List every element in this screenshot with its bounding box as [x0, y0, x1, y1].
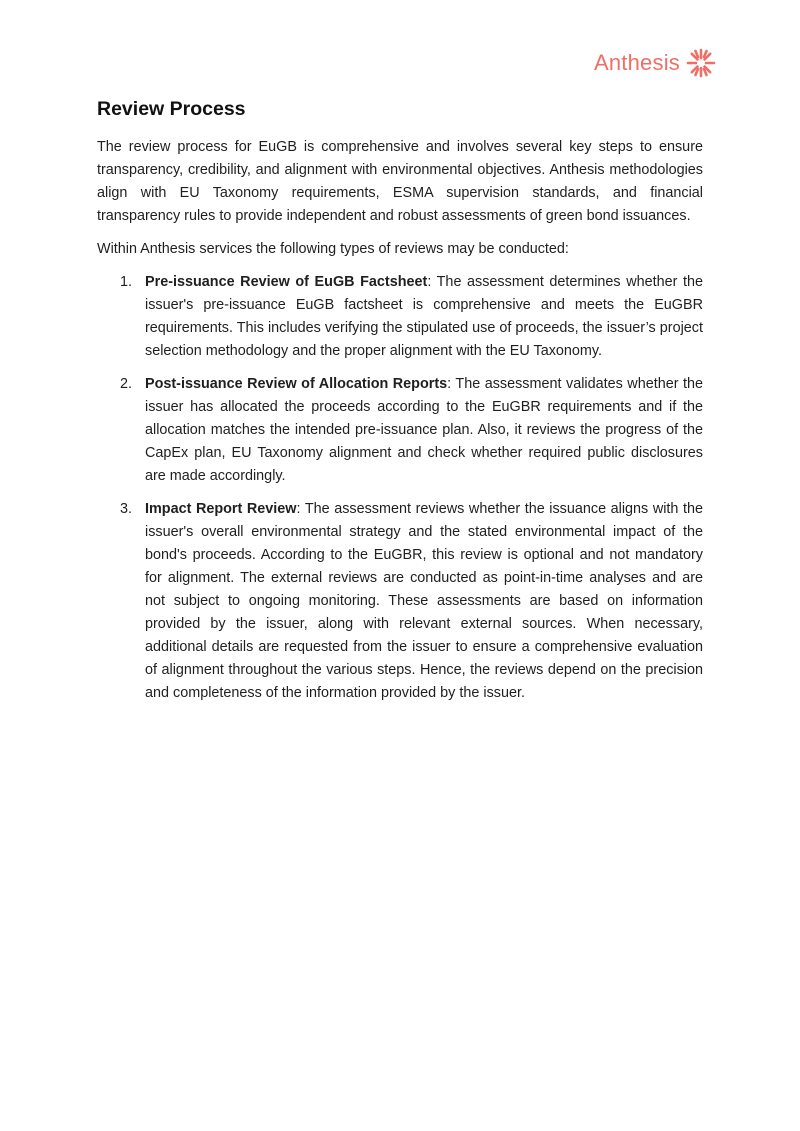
- list-item: [97, 373, 703, 488]
- list-item-text: : The assessment determines whether the issuer's pre-issuance EuGB factsheet is comprehensive and meets the EuGBR requirements. This includes verifying the stipulated use of proceeds, the issuer’s project selection methodology and the proper alignment with the EU Taxonomy.: [145, 274, 703, 360]
- intro-paragraph: The review process for EuGB is comprehensive and involves several key steps to ensure transparency, credibility, and alignment with environmental objectives. Anthesis methodologies align with EU Taxonomy requirements, ESMA supervision standards, and financial transparency rules to provide independent and robust assessments of green bond issuances.: [97, 139, 703, 225]
- logo-text: Anthesis: [594, 50, 680, 75]
- list-item: [97, 498, 703, 705]
- section-title: Review Process: [97, 98, 246, 120]
- main-content: [97, 96, 703, 715]
- list-item-term: Impact Report Review: [145, 501, 297, 518]
- anthesis-logo: [594, 47, 717, 79]
- review-types-list: [97, 271, 703, 705]
- list-item-term: Pre-issuance Review of EuGB Factsheet: [145, 274, 428, 291]
- list-item: [97, 271, 703, 363]
- list-item-term: Post-issuance Review of Allocation Reports: [145, 376, 448, 393]
- list-number: 2.: [120, 376, 133, 393]
- lead-in-paragraph: Within Anthesis services the following types of reviews may be conducted:: [97, 241, 569, 258]
- list-number: 1.: [120, 274, 133, 291]
- list-item-text: : The assessment validates whether the issuer has allocated the proceeds according to the EuGBR requirements and if the allocation matches the intended pre-issuance plan. Also, it reviews the progress of the CapEx plan, EU Taxonomy alignment and check whether required public disclosures are made accordingly.: [145, 376, 704, 485]
- list-number: 3.: [120, 501, 133, 518]
- anthesis-starburst-icon: [685, 47, 717, 79]
- list-item-text: : The assessment reviews whether the issuance aligns with the issuer's overall environmental strategy and the stated environmental impact of the bond's proceeds. According to the EuGBR, this review is optional and not mandatory for alignment. The external reviews are conducted as point-in-time analyses and are not subject to ongoing monitoring. These assessments are based on information provided by the issuer, along with relevant external sources. When necessary, additional details are requested from the issuer to ensure a comprehensive evaluation of alignment throughout the various steps. Hence, the reviews depend on the precision and completeness of the information provided by the issuer.: [145, 501, 704, 702]
